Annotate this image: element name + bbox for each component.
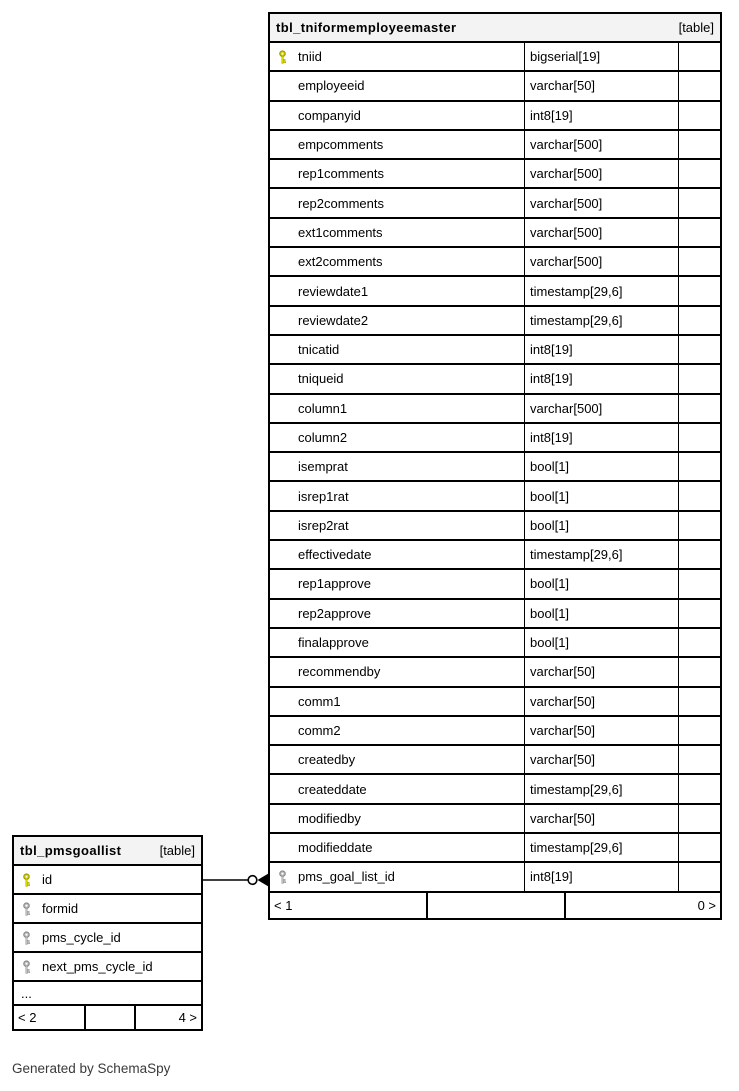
spacer-cell <box>678 160 720 187</box>
column-type: varchar[50] <box>524 688 678 715</box>
pager-parents-count: < 1 <box>274 897 293 913</box>
column-name-cell <box>270 365 524 392</box>
column-name: id <box>42 872 53 887</box>
spacer-cell <box>678 746 720 773</box>
column-name-cell <box>270 482 524 509</box>
column-name-cell <box>270 277 524 304</box>
column-row-modifiedby <box>270 805 720 834</box>
column-row-column2 <box>270 424 720 453</box>
column-row-effectivedate <box>270 541 720 570</box>
column-name: modifieddate <box>298 840 373 856</box>
column-type: varchar[500] <box>524 219 678 246</box>
pager-children-count: 0 > <box>697 897 716 913</box>
column-name-cell <box>270 746 524 773</box>
table-type-badge: [table] <box>678 20 714 35</box>
column-name-cell <box>270 717 524 744</box>
spacer-cell <box>678 688 720 715</box>
column-type: varchar[50] <box>524 658 678 685</box>
column-type: bool[1] <box>524 570 678 597</box>
spacer-cell <box>678 600 720 627</box>
column-row-id <box>14 866 201 895</box>
column-row-isemprat <box>270 453 720 482</box>
generated-by-note: Generated by SchemaSpy <box>12 1061 171 1076</box>
key-icon-slot <box>275 50 298 64</box>
column-row-createdby <box>270 746 720 775</box>
foreign-key-icon <box>277 870 288 884</box>
spacer-cell <box>678 43 720 70</box>
spacer-cell <box>678 395 720 422</box>
column-name: finalapprove <box>298 635 369 651</box>
column-name-cell <box>270 570 524 597</box>
column-row-rep1approve <box>270 570 720 599</box>
column-type: int8[19] <box>524 336 678 363</box>
column-name-cell <box>270 307 524 334</box>
column-name-cell <box>270 805 524 832</box>
spacer-cell <box>678 277 720 304</box>
column-name-cell <box>270 629 524 656</box>
spacer-cell <box>678 307 720 334</box>
foreign-key-icon <box>21 902 32 916</box>
primary-key-icon <box>21 873 32 887</box>
column-row-recommendby <box>270 658 720 687</box>
column-type: int8[19] <box>524 365 678 392</box>
column-row-formid <box>14 895 201 924</box>
column-name: formid <box>42 901 79 916</box>
column-row-rep2comments <box>270 189 720 218</box>
table-header <box>14 837 201 866</box>
table-title[interactable]: tbl_tniformemployeemaster <box>276 20 457 35</box>
column-type: varchar[50] <box>524 746 678 773</box>
column-name: empcomments <box>298 137 384 153</box>
column-type: varchar[500] <box>524 131 678 158</box>
column-type: timestamp[29,6] <box>524 307 678 334</box>
column-type: varchar[500] <box>524 189 678 216</box>
column-type: bigserial[19] <box>524 43 678 70</box>
column-type: bool[1] <box>524 482 678 509</box>
column-name-cell <box>270 775 524 802</box>
column-type: int8[19] <box>524 102 678 129</box>
pager-middle-cell <box>426 893 566 918</box>
column-name-cell <box>270 834 524 861</box>
column-name: column1 <box>298 400 348 416</box>
column-name-cell <box>270 512 524 539</box>
column-row-employeeid <box>270 72 720 101</box>
column-name: column2 <box>298 430 348 445</box>
column-name-cell <box>270 336 524 363</box>
spacer-cell <box>678 189 720 216</box>
pager-children-count: 4 > <box>178 1010 197 1025</box>
column-row-rep2approve <box>270 600 720 629</box>
table-node-tbl_pmsgoallist[interactable] <box>12 835 203 1031</box>
column-name: next_pms_cycle_id <box>42 959 153 974</box>
spacer-cell <box>678 717 720 744</box>
column-type: int8[19] <box>524 863 678 890</box>
column-row-empcomments <box>270 131 720 160</box>
column-type: varchar[500] <box>524 395 678 422</box>
column-name-cell <box>270 541 524 568</box>
table-node-tbl_tniformemployeemaster[interactable] <box>268 12 722 920</box>
column-name-cell <box>14 895 201 922</box>
column-row-comm1 <box>270 688 720 717</box>
spacer-cell <box>678 512 720 539</box>
column-name: pms_cycle_id <box>42 930 121 945</box>
table-pager <box>270 893 720 918</box>
column-type: varchar[50] <box>524 717 678 744</box>
cardinality-circle-icon <box>248 876 257 885</box>
spacer-cell <box>678 336 720 363</box>
column-name: tnicatid <box>298 342 340 358</box>
column-row-isrep1rat <box>270 482 720 511</box>
column-name: reviewdate1 <box>298 283 369 299</box>
column-name-cell <box>270 658 524 685</box>
key-icon-slot <box>19 902 42 916</box>
column-name: rep2approve <box>298 605 371 621</box>
column-name: ... <box>21 985 32 1001</box>
column-name-cell <box>270 131 524 158</box>
table-header <box>270 14 720 43</box>
spacer-cell <box>678 834 720 861</box>
column-type: bool[1] <box>524 453 678 480</box>
column-name: companyid <box>298 107 361 123</box>
table-title[interactable]: tbl_pmsgoallist <box>20 843 122 858</box>
spacer-cell <box>678 805 720 832</box>
column-name-cell <box>270 102 524 129</box>
column-type: timestamp[29,6] <box>524 834 678 861</box>
column-row-isrep2rat <box>270 512 720 541</box>
column-name: rep1approve <box>298 576 371 592</box>
pager-middle-cell <box>84 1006 136 1029</box>
column-row-column1 <box>270 395 720 424</box>
column-row-tniqueid <box>270 365 720 394</box>
column-name: effectivedate <box>298 547 372 563</box>
column-name: comm2 <box>298 722 341 738</box>
key-icon-slot <box>19 873 42 887</box>
column-name: rep2comments <box>298 195 384 211</box>
spacer-cell <box>678 541 720 568</box>
column-name-cell <box>14 924 201 951</box>
column-name: recommendby <box>298 664 381 680</box>
column-name-cell <box>14 866 201 893</box>
column-type: timestamp[29,6] <box>524 541 678 568</box>
primary-key-icon <box>277 50 288 64</box>
column-name-cell <box>270 43 524 70</box>
table-pager <box>14 1006 201 1029</box>
spacer-cell <box>678 365 720 392</box>
table-rows <box>270 43 720 893</box>
column-name: ext2comments <box>298 254 383 270</box>
column-name: tniid <box>298 49 322 65</box>
column-row-pms_goal_list_id <box>270 863 720 892</box>
column-row-companyid <box>270 102 720 131</box>
table-rows <box>14 866 201 1006</box>
column-row-ext2comments <box>270 248 720 277</box>
column-name: createddate <box>298 781 367 797</box>
key-icon-slot <box>19 960 42 974</box>
column-type: varchar[50] <box>524 72 678 99</box>
column-type: timestamp[29,6] <box>524 775 678 802</box>
key-icon-slot <box>275 870 298 884</box>
spacer-cell <box>678 248 720 275</box>
column-name-cell <box>270 424 524 451</box>
table-type-badge: [table] <box>159 843 195 858</box>
column-name-cell <box>14 982 201 1004</box>
spacer-cell <box>678 570 720 597</box>
column-name: ext1comments <box>298 224 383 240</box>
column-type: int8[19] <box>524 424 678 451</box>
spacer-cell <box>678 219 720 246</box>
column-row-reviewdate2 <box>270 307 720 336</box>
column-name-cell <box>270 688 524 715</box>
relationship-connector <box>203 868 268 892</box>
column-type: varchar[50] <box>524 805 678 832</box>
column-row-next_pms_cycle_id <box>14 953 201 982</box>
foreign-key-icon <box>21 931 32 945</box>
column-name: rep1comments <box>298 166 384 182</box>
column-row-modifieddate <box>270 834 720 863</box>
column-row-reviewdate1 <box>270 277 720 306</box>
column-name: createdby <box>298 752 356 768</box>
column-row-finalapprove <box>270 629 720 658</box>
column-type: varchar[500] <box>524 248 678 275</box>
column-row-ellipsis <box>14 982 201 1006</box>
foreign-key-icon <box>21 960 32 974</box>
column-name: modifiedby <box>298 810 361 826</box>
spacer-cell <box>678 72 720 99</box>
spacer-cell <box>678 482 720 509</box>
column-row-ext1comments <box>270 219 720 248</box>
column-name-cell <box>14 953 201 980</box>
column-name: employeeid <box>298 78 365 94</box>
spacer-cell <box>678 775 720 802</box>
column-name: pms_goal_list_id <box>298 869 395 885</box>
spacer-cell <box>678 658 720 685</box>
column-name: comm1 <box>298 693 341 709</box>
spacer-cell <box>678 863 720 890</box>
column-type: varchar[500] <box>524 160 678 187</box>
column-row-rep1comments <box>270 160 720 189</box>
column-name: isrep2rat <box>298 517 349 533</box>
column-name: tniqueid <box>298 371 344 387</box>
column-name-cell <box>270 189 524 216</box>
key-icon-slot <box>19 931 42 945</box>
column-name-cell <box>270 453 524 480</box>
arrowhead-icon <box>258 874 269 886</box>
column-row-comm2 <box>270 717 720 746</box>
column-name-cell <box>270 863 524 890</box>
spacer-cell <box>678 131 720 158</box>
column-name-cell <box>270 72 524 99</box>
column-name-cell <box>270 219 524 246</box>
column-name-cell <box>270 600 524 627</box>
pager-parents-count: < 2 <box>18 1010 37 1025</box>
column-row-pms_cycle_id <box>14 924 201 953</box>
column-name: reviewdate2 <box>298 312 369 328</box>
column-row-tnicatid <box>270 336 720 365</box>
column-row-tniid <box>270 43 720 72</box>
column-type: bool[1] <box>524 600 678 627</box>
column-type: bool[1] <box>524 512 678 539</box>
column-type: bool[1] <box>524 629 678 656</box>
column-name: isemprat <box>298 459 348 475</box>
spacer-cell <box>678 102 720 129</box>
column-name-cell <box>270 160 524 187</box>
column-name: isrep1rat <box>298 488 349 504</box>
column-name-cell <box>270 248 524 275</box>
spacer-cell <box>678 629 720 656</box>
column-type: timestamp[29,6] <box>524 277 678 304</box>
column-name-cell <box>270 395 524 422</box>
spacer-cell <box>678 424 720 451</box>
spacer-cell <box>678 453 720 480</box>
column-row-createddate <box>270 775 720 804</box>
